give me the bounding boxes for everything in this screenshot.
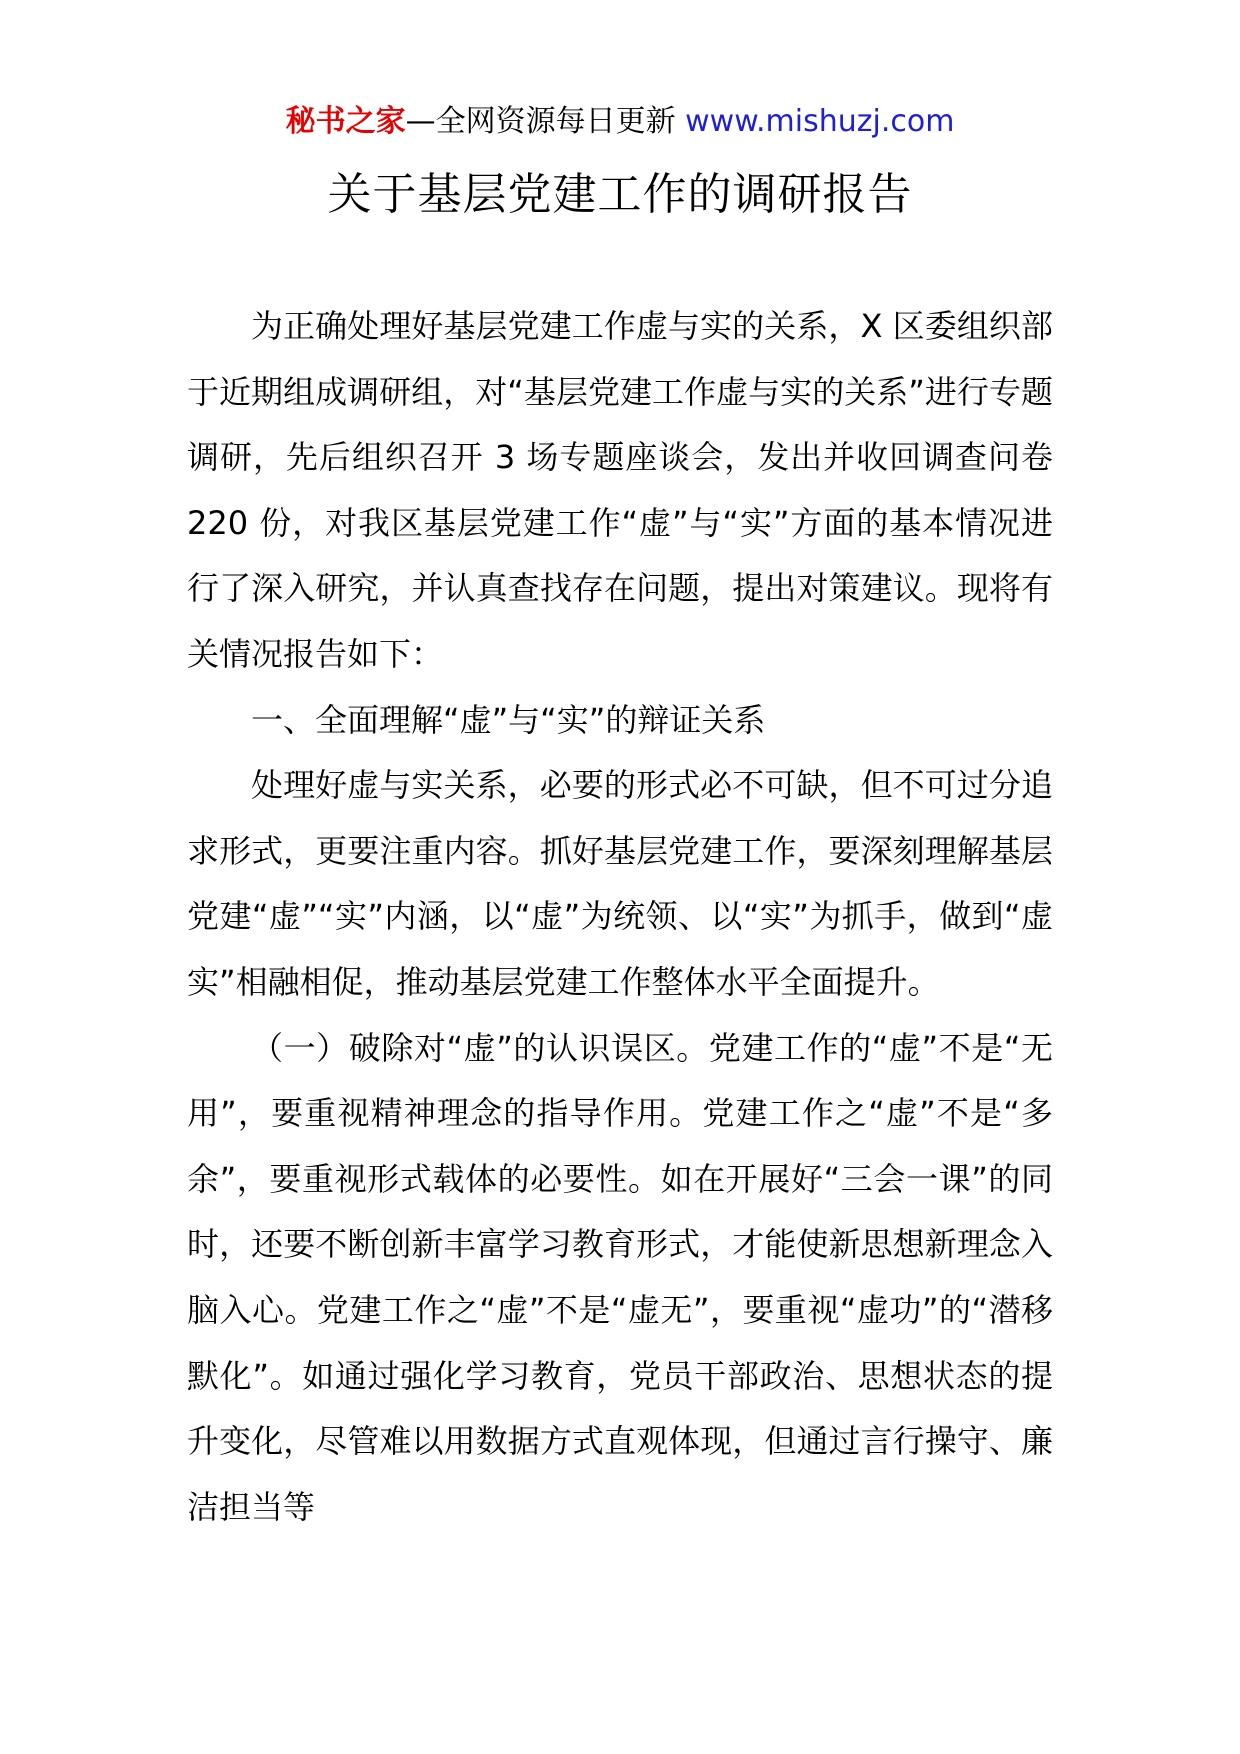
site-header (0, 102, 1240, 142)
header-tagline: —全网资源每日更新 (405, 104, 686, 139)
subsection-paragraph: （一）破除对“虚”的认识误区。党建工作的“虚”不是“无用”，要重视精神理念的指导作用。党建工作之“虚”不是“多余”，要重视形式载体的必要性。如在开展好“三会一课”的同时，还要不断创新丰富学习教育形式，才能使新思想新理念入脑入心。党建工作之“虚”不是“虚无”，要重视“虚功”的“潜移默化”。如通过强化学习教育，党员干部政治、思想状态的提升变化，尽管难以用数据方式直观体现，但通过言行操守、廉洁担当等 (187, 1028, 1053, 1526)
intro-paragraph: 为正确处理好基层党建工作虚与实的关系，X 区委组织部于近期组成调研组，对“基层党建工作虚与实的关系”进行专题调研，先后组织召开 3 场专题座谈会，发出并收回调查问卷 220 份，对我区基层党建工作“虚”与“实”方面的基本情况进行了深入研究，并认真查找存在问题，提出对策建议。现将有关情况报告如下： (187, 307, 1053, 673)
document-body (187, 294, 1053, 1540)
document-title: 关于基层党建工作的调研报告 (327, 169, 913, 220)
body-paragraph: 处理好虚与实关系，必要的形式必不可缺，但不可过分追求形式，更要注重内容。抓好基层党建工作，要深刻理解基层党建“虚”“实”内涵，以“虚”为统领、以“实”为抓手，做到“虚实”相融相促，推动基层党建工作整体水平全面提升。 (187, 766, 1053, 1001)
brand-name: 秘书之家 (285, 104, 406, 139)
section-heading: 一、全面理解“虚”与“实”的辩证关系 (251, 700, 766, 739)
site-url-link[interactable]: www.mishuzj.com (685, 104, 955, 139)
